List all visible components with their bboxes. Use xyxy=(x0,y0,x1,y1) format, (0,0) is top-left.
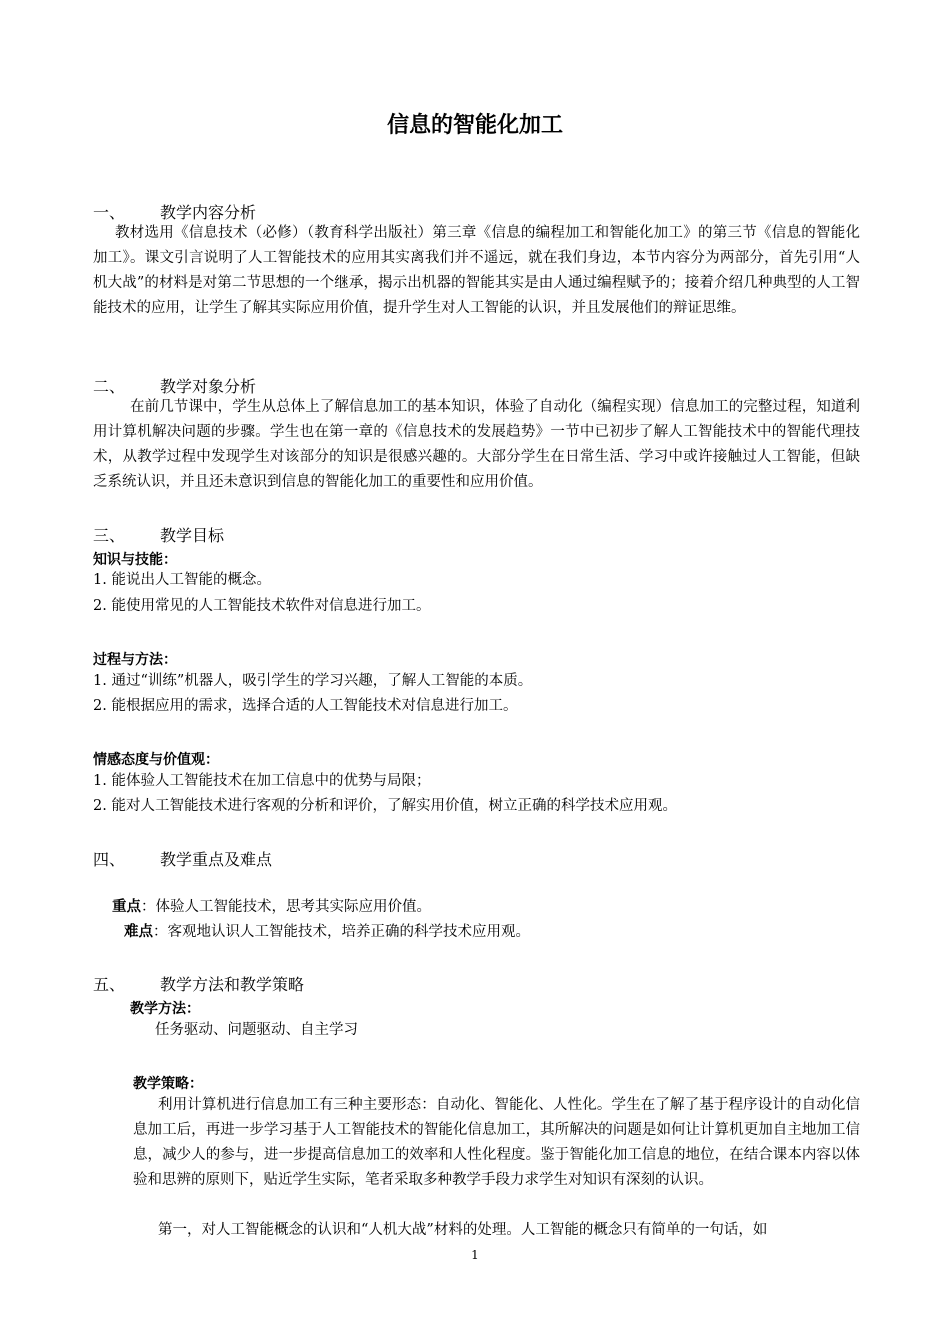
difficult-point-label: 难点 xyxy=(124,924,153,940)
emotion-label: 情感态度与价值观： xyxy=(93,752,219,768)
section-heading-2 xyxy=(93,374,493,396)
key-point-label: 重点 xyxy=(112,899,141,915)
section-number: 三、 xyxy=(93,526,126,545)
key-point-text: ：体验人工智能技术，思考其实际应用价值。 xyxy=(141,899,431,915)
section-number: 四、 xyxy=(93,850,126,869)
process-item: 1. 通过“训练”机器人，吸引学生的学习兴趣，了解人工智能的本质。 xyxy=(93,673,533,689)
knowledge-item: 1. 能说出人工智能的概念。 xyxy=(93,572,271,588)
section-paragraph-1: 教材选用《信息技术（必修）（教育科学出版社）第三章《信息的编程加工和智能化加工》的第三节《信息的智能化加工》。课文引言说明了人工智能技术的应用其实离我们并不遥远，就在我们身边，本节内容分为两部分，首先引用“人机大战”的材料是对第二节思想的一个继承，揭示出机器的智能其实是由人通过编程赋予的；接着介绍几种典型的人工智能技术的应用，让学生了解其实际应用价值，提升学生对人工智能的认识，并且发展他们的辩证思维。 xyxy=(93,225,860,316)
method-label: 教学方法： xyxy=(130,1001,200,1017)
process-item: 2. 能根据应用的需求，选择合适的人工智能技术对信息进行加工。 xyxy=(93,698,518,714)
section-number: 五、 xyxy=(93,975,126,994)
section-heading-3 xyxy=(93,523,493,545)
method-text: 任务驱动、问题驱动、自主学习 xyxy=(155,1022,358,1038)
section-title: 教学方法和教学策略 xyxy=(160,975,305,994)
page-number: 1 xyxy=(471,1248,479,1262)
difficult-point xyxy=(124,920,530,945)
page-title: 信息的智能化加工 xyxy=(386,113,563,138)
section-heading-4 xyxy=(93,847,493,869)
key-point xyxy=(112,895,431,920)
knowledge-item: 2. 能使用常见的人工智能技术软件对信息进行加工。 xyxy=(93,598,431,614)
section-number: 二、 xyxy=(93,377,126,396)
section-heading-5 xyxy=(93,972,493,994)
section-title: 教学内容分析 xyxy=(160,203,257,222)
difficult-point-text: ：客观地认识人工智能技术，培养正确的科学技术应用观。 xyxy=(153,924,530,940)
process-label: 过程与方法： xyxy=(93,652,177,668)
section-title: 教学目标 xyxy=(160,526,225,545)
emotion-item: 2. 能对人工智能技术进行客观的分析和评价，了解实用价值，树立正确的科学技术应用观。 xyxy=(93,798,677,814)
strategy-paragraph: 利用计算机进行信息加工有三种主要形态：自动化、智能化、人性化。学生在了解了基于程序设计的自动化信息加工后，再进一步学习基于人工智能技术的智能化信息加工，其所解决的问题是如何让计算机更加自主地加工信息，减少人的参与，进一步提高信息加工的效率和人性化程度。鉴于智能化加工信息的地位，在结合课本内容以体验和思辨的原则下，贴近学生实际，笔者采取多种教学手段力求学生对知识有深刻的认识。 xyxy=(133,1097,860,1188)
section-number: 一、 xyxy=(93,203,126,222)
section-heading-1 xyxy=(93,200,493,222)
section-paragraph-2: 在前几节课中，学生从总体上了解信息加工的基本知识，体验了自动化（编程实现）信息加工的完整过程，知道利用计算机解决问题的步骤。学生也在第一章的《信息技术的发展趋势》一节中已初步了解人工智能技术中的智能代理技术，从教学过程中发现学生对该部分的知识是很感兴趣的。大部分学生在日常生活、学习中或许接触过人工智能，但缺乏系统认识，并且还未意识到信息的智能化加工的重要性和应用价值。 xyxy=(93,399,860,490)
strategy-label: 教学策略： xyxy=(133,1076,203,1092)
section-title: 教学对象分析 xyxy=(160,377,257,396)
emotion-item: 1. 能体验人工智能技术在加工信息中的优势与局限； xyxy=(93,773,431,789)
knowledge-label: 知识与技能： xyxy=(93,552,177,568)
strategy-paragraph: 第一，对人工智能概念的认识和“人机大战”材料的处理。人工智能的概念只有简单的一句话，如 xyxy=(158,1222,768,1238)
section-title: 教学重点及难点 xyxy=(160,850,273,869)
